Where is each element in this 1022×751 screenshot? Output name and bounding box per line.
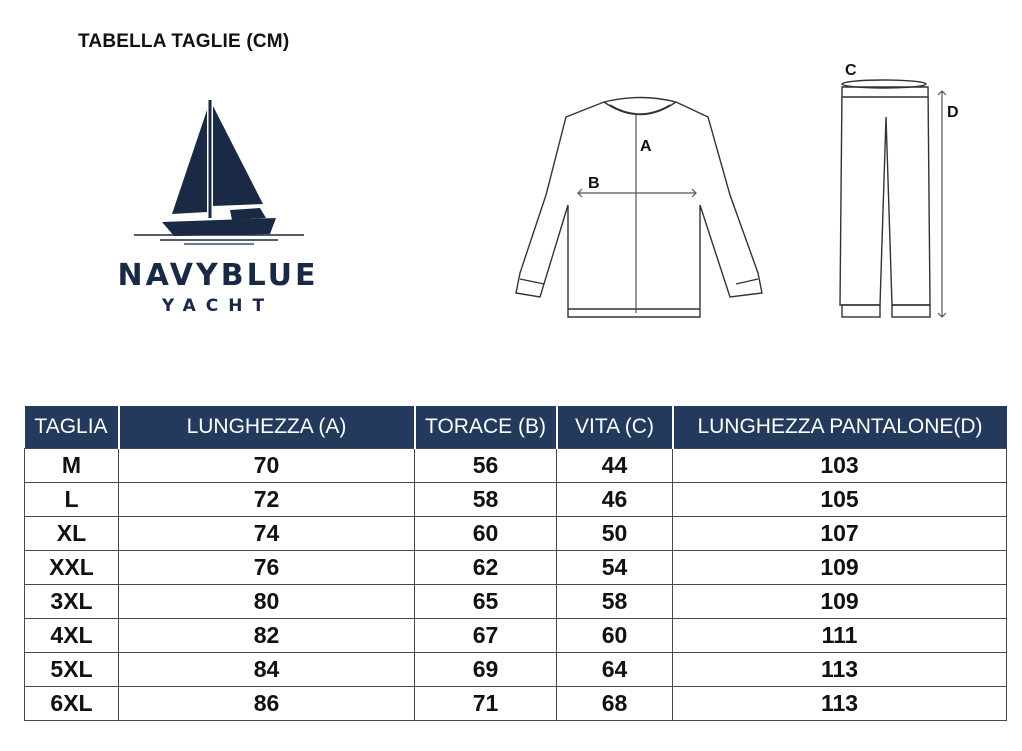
table-row bbox=[25, 619, 1007, 653]
cell-chest-b: 67 bbox=[415, 619, 557, 653]
cell-size: 3XL bbox=[25, 585, 119, 619]
cell-pants-length-d: 105 bbox=[673, 483, 1007, 517]
cell-length-a: 76 bbox=[119, 551, 415, 585]
cell-chest-b: 71 bbox=[415, 687, 557, 721]
shirt-label-b: B bbox=[588, 175, 600, 192]
cell-length-a: 74 bbox=[119, 517, 415, 551]
col-header-size: TAGLIA bbox=[25, 406, 119, 449]
size-diagram bbox=[500, 55, 980, 335]
cell-pants-length-d: 113 bbox=[673, 687, 1007, 721]
table-row bbox=[25, 551, 1007, 585]
col-header-waist-c: VITA (C) bbox=[557, 406, 673, 449]
cell-waist-c: 64 bbox=[557, 653, 673, 687]
col-header-chest-b: TORACE (B) bbox=[415, 406, 557, 449]
cell-size: 5XL bbox=[25, 653, 119, 687]
cell-size: 6XL bbox=[25, 687, 119, 721]
cell-size: L bbox=[25, 483, 119, 517]
cell-waist-c: 68 bbox=[557, 687, 673, 721]
cell-length-a: 80 bbox=[119, 585, 415, 619]
cell-size: 4XL bbox=[25, 619, 119, 653]
table-header-row bbox=[25, 406, 1007, 449]
cell-waist-c: 50 bbox=[557, 517, 673, 551]
cell-pants-length-d: 113 bbox=[673, 653, 1007, 687]
cell-size: XXL bbox=[25, 551, 119, 585]
table-row bbox=[25, 449, 1007, 483]
cell-pants-length-d: 109 bbox=[673, 585, 1007, 619]
brand-tagline: YACHT bbox=[161, 296, 275, 316]
table-row bbox=[25, 687, 1007, 721]
cell-pants-length-d: 109 bbox=[673, 551, 1007, 585]
cell-size: XL bbox=[25, 517, 119, 551]
shirt-label-a: A bbox=[640, 138, 652, 155]
table-row bbox=[25, 585, 1007, 619]
col-header-pants-length-d: LUNGHEZZA PANTALONE(D) bbox=[673, 406, 1007, 449]
pants-label-c: C bbox=[845, 62, 857, 79]
cell-length-a: 84 bbox=[119, 653, 415, 687]
cell-length-a: 82 bbox=[119, 619, 415, 653]
cell-waist-c: 60 bbox=[557, 619, 673, 653]
cell-waist-c: 46 bbox=[557, 483, 673, 517]
cell-waist-c: 44 bbox=[557, 449, 673, 483]
col-header-length-a: LUNGHEZZA (A) bbox=[119, 406, 415, 449]
pants-outline-icon bbox=[840, 80, 930, 317]
shirt-measure-lines bbox=[578, 115, 696, 313]
pants-label-d: D bbox=[947, 104, 959, 121]
table-row bbox=[25, 517, 1007, 551]
cell-chest-b: 69 bbox=[415, 653, 557, 687]
page-title: TABELLA TAGLIE (CM) bbox=[78, 31, 290, 52]
table-row bbox=[25, 483, 1007, 517]
cell-pants-length-d: 103 bbox=[673, 449, 1007, 483]
cell-chest-b: 56 bbox=[415, 449, 557, 483]
cell-pants-length-d: 107 bbox=[673, 517, 1007, 551]
cell-pants-length-d: 111 bbox=[673, 619, 1007, 653]
cell-length-a: 72 bbox=[119, 483, 415, 517]
cell-waist-c: 54 bbox=[557, 551, 673, 585]
cell-chest-b: 62 bbox=[415, 551, 557, 585]
cell-chest-b: 65 bbox=[415, 585, 557, 619]
brand-name: NAVYBLUE bbox=[117, 258, 319, 293]
size-table bbox=[24, 406, 1007, 721]
cell-size: M bbox=[25, 449, 119, 483]
cell-length-a: 70 bbox=[119, 449, 415, 483]
pants-measure-lines bbox=[938, 91, 946, 317]
cell-waist-c: 58 bbox=[557, 585, 673, 619]
cell-length-a: 86 bbox=[119, 687, 415, 721]
table-row bbox=[25, 653, 1007, 687]
shirt-outline-icon bbox=[516, 98, 762, 318]
cell-chest-b: 60 bbox=[415, 517, 557, 551]
cell-chest-b: 58 bbox=[415, 483, 557, 517]
